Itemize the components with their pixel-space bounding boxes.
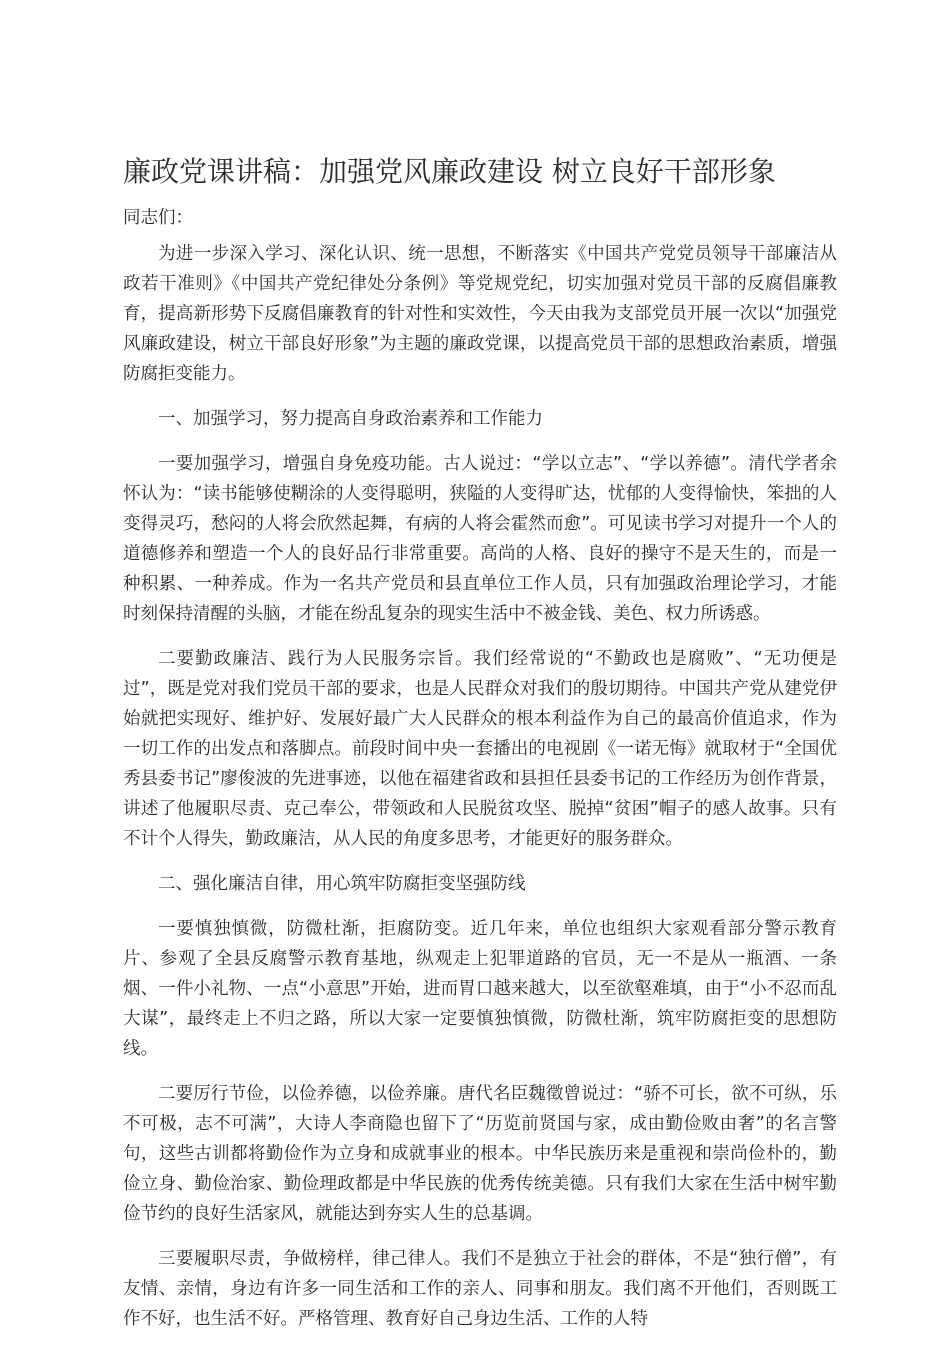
section-heading-2: 二、强化廉洁自律，用心筑牢防腐拒变坚强防线	[158, 874, 526, 894]
salutation: 同志们：	[123, 208, 193, 228]
paragraph-frugality: 二要厉行节俭，以俭养德，以俭养廉。唐代名臣魏徵曾说过：“骄不可长，欲不可纵，乐不可极，志不可满”，大诗人李商隐也留下了“历览前贤国与家，成由勤俭败由奢”的名言警句，这些古训都将勤俭作为立身和成就事业的根本。中华民族历来是重视和崇尚俭朴的，勤俭立身、勤俭治家、勤俭理政都是中华民族的优秀传统美德。只有我们大家在生活中树牢勤俭节约的良好生活家风，就能达到夯实人生的总基调。	[123, 1084, 837, 1224]
paragraph-study: 一要加强学习，增强自身免疫功能。古人说过：“学以立志”、“学以养德”。清代学者余怀认为：“读书能够使糊涂的人变得聪明，狭隘的人变得旷达，忧郁的人变得愉快，笨拙的人变得灵巧，愁闷的人将会欣然起舞，有病的人将会霍然而愈”。可见读书学习对提升一个人的道德修养和塑造一个人的良好品行非常重要。高尚的人格、良好的操守不是天生的，而是一种积累、一种养成。作为一名共产党员和县直单位工作人员，只有加强政治理论学习，才能时刻保持清醒的头脑，才能在纷乱复杂的现实生活中不被金钱、美色、权力所诱惑。	[123, 454, 837, 624]
paragraph-intro: 为进一步深入学习、深化认识、统一思想，不断落实《中国共产党党员领导干部廉洁从政若干准则》《中国共产党纪律处分条例》等党规党纪，切实加强对党员干部的反腐倡廉教育，提高新形势下反腐倡廉教育的针对性和实效性，今天由我为支部党员开展一次以“加强党风廉政建设，树立干部良好形象”为主题的廉政党课，以提高党员干部的思想政治素质，增强防腐拒变能力。	[123, 244, 837, 384]
paragraph-prudence: 一要慎独慎微，防微杜渐，拒腐防变。近几年来，单位也组织大家观看部分警示教育片、参观了全县反腐警示教育基地，纵观走上犯罪道路的官员，无一不是从一瓶酒、一条烟、一件小礼物、一点“小意思”开始，进而胃口越来越大，以至欲壑难填，由于“小不忍而乱大谋”，最终走上不归之路，所以大家一定要慎独慎微，防微杜渐，筑牢防腐拒变的思想防线。	[123, 919, 837, 1059]
paragraph-duty: 三要履职尽责，争做榜样，律己律人。我们不是独立于社会的群体，不是“独行僧”，有友情、亲情，身边有许多一同生活和工作的亲人、同事和朋友。我们离不开他们，否则既工作不好，也生活不好。严格管理、教育好自己身边生活、工作的人特	[123, 1249, 837, 1329]
section-heading-1: 一、加强学习，努力提高自身政治素养和工作能力	[158, 409, 543, 429]
paragraph-diligence: 二要勤政廉洁、践行为人民服务宗旨。我们经常说的“不勤政也是腐败”、“无功便是过”，既是党对我们党员干部的要求，也是人民群众对我们的殷切期待。中国共产党从建党伊始就把实现好、维护好、发展好最广大人民群众的根本利益作为自己的最高价值追求，作为一切工作的出发点和落脚点。前段时间中央一套播出的电视剧《一诺无悔》就取材于“全国优秀县委书记”廖俊波的先进事迹，以他在福建省政和县担任县委书记的工作经历为创作背景，讲述了他履职尽责、克己奉公，带领政和人民脱贫攻坚、脱掉“贫困”帽子的感人故事。只有不计个人得失，勤政廉洁，从人民的角度多思考，才能更好的服务群众。	[123, 649, 837, 849]
document-title: 廉政党课讲稿：加强党风廉政建设 树立良好干部形象	[123, 155, 776, 188]
document-body	[123, 203, 837, 1349]
